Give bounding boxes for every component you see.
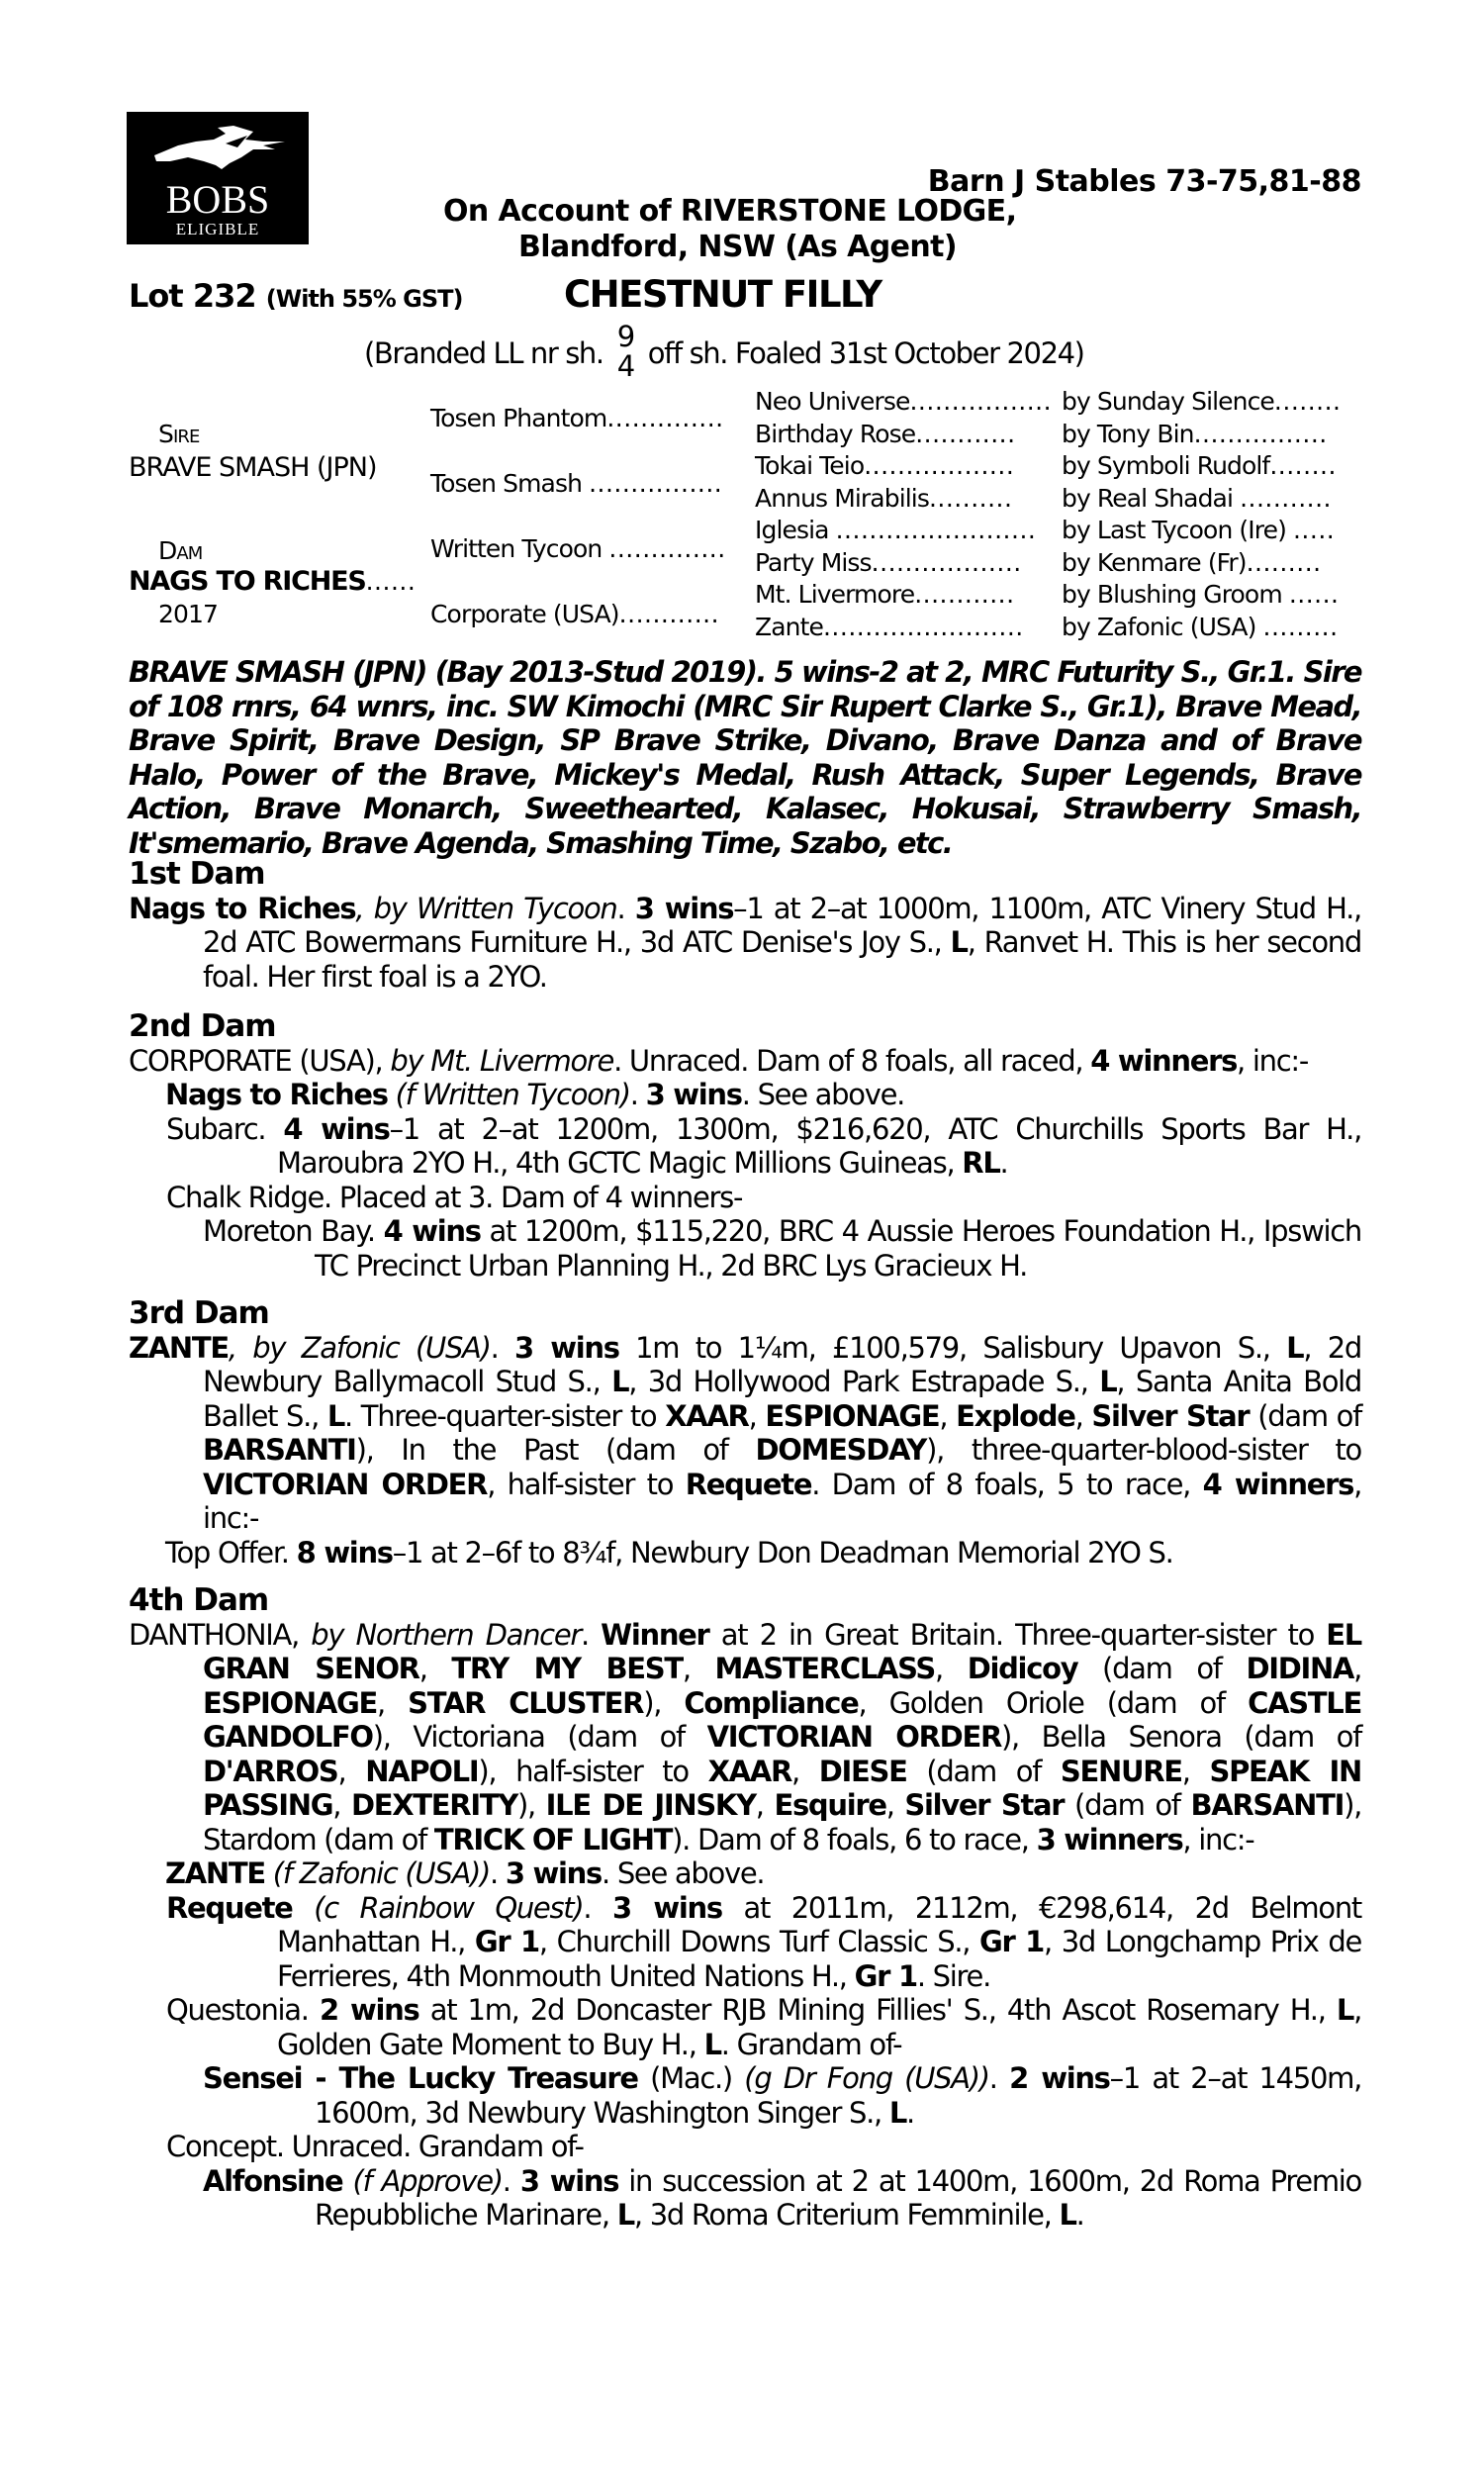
- pedigree-gen3-row: Zante........................: [755, 612, 1024, 641]
- horse-name: DANTHONIA,: [129, 1617, 312, 1652]
- pedigree-gen3-row: Tokai Teio..................: [755, 451, 1015, 480]
- sire-ref: by Northern Dancer: [311, 1617, 581, 1652]
- pedigree-gen2-1: Tosen Smash ................: [430, 469, 723, 498]
- dam2-entry: CORPORATE (USA), by Mt. Livermore. Unraced. Dam of 8 foals, all raced, 4 winners, inc:-: [129, 1043, 1308, 1078]
- vendor-location: Blandford, NSW (As Agent): [518, 230, 957, 264]
- gst-note: (With 55% GST): [265, 285, 463, 313]
- brand-num-top: 9: [616, 320, 634, 353]
- pedigree-gen2-2: Written Tycoon ..............: [430, 534, 726, 563]
- sire-ref: , by Zafonic (USA): [228, 1330, 491, 1365]
- horse-head-icon: [127, 112, 309, 244]
- pedigree-gen3: [755, 387, 1052, 644]
- section-heading: 1st Dam: [129, 856, 265, 892]
- foaled-text: off sh. Foaled 31st October 2024): [647, 336, 1084, 370]
- dam1-entry: Nags to Riches, by Written Tycoon. 3 wins–1 at 2–at 1000m, 1100m, ATC Vinery Stud H., 2d ATC Bowermans Furniture H., 3d ATC Denise's Joy S., L, Ranvet H. This is her second foal. Her first foal is a 2YO.: [129, 891, 1361, 994]
- produce-entry: ZANTE (f Zafonic (USA)). 3 wins. See above.: [165, 1856, 765, 1890]
- pedigree-gen4-row: by Real Shadai ...........: [1062, 483, 1332, 513]
- sire-ref: by Mt. Livermore: [390, 1043, 614, 1078]
- pedigree-gen4-row: by Sunday Silence........: [1062, 387, 1342, 416]
- logo-text-eligible: ELIGIBLE: [175, 220, 260, 238]
- lot-label: Lot 232: [129, 277, 256, 315]
- pedigree-gen3-row: Birthday Rose............: [755, 419, 1016, 448]
- produce-entry: Alfonsine (f Approve). 3 wins in succession at 2 at 1400m, 1600m, 2d Roma Premio Repubbliche Marinare, L, 3d Roma Criterium Femminile, L.: [203, 2163, 1361, 2232]
- dam-year: 2017: [158, 600, 219, 628]
- dam4-entry: DANTHONIA, by Northern Dancer. Winner at 2 in Great Britain. Three-quarter-sister to EL GRAN SENOR, TRY MY BEST, MASTERCLASS, Didicoy (dam of DIDINA, ESPIONAGE, STAR CLUSTER), Compliance, Golden Oriole (dam of CASTLE GANDOLFO), Victoriana (dam of VICTORIAN ORDER), Bella Senora (dam of D'ARROS, NAPOLI), half-sister to XAAR, DIESE (dam of SENURE, SPEAK IN PASSING, DEXTERITY), ILE DE JINSKY, Esquire, Silver Star (dam of BARSANTI), Stardom (dam of TRICK OF LIGHT). Dam of 8 foals, 6 to race, 3 winners, inc:-: [129, 1617, 1362, 1856]
- pedigree-gen4-row: by Tony Bin................: [1062, 419, 1328, 448]
- logo-text-bobs: BOBS: [165, 177, 270, 222]
- pedigree-gen4-row: by Kenmare (Fr).........: [1062, 547, 1322, 577]
- brand-foaled-line: [364, 320, 1084, 385]
- horse-name: ZANTE: [129, 1330, 229, 1365]
- pedigree-gen4-row: by Last Tycoon (Ire) .....: [1062, 516, 1336, 544]
- sire-label: Sire: [158, 420, 200, 448]
- pedigree-gen3-row: Neo Universe.................: [755, 387, 1053, 416]
- sire-summary: BRAVE SMASH (JPN) (Bay 2013-Stud 2019). 5 wins-2 at 2, MRC Futurity S., Gr.1. Sire of 108 rnrs, 64 wnrs, inc. SW Kimochi (MRC Sir Rupert Clarke S., Gr.1), Brave Mead, Brave Spirit, Brave Design, SP Brave Strike, Divano, Brave Danza and of Brave Halo, Power of the Brave, Mickey's Medal, Rush Attack, Super Legends, Brave Action, Brave Monarch, Sweethearted, Kalasec, Hokusai, Strawberry Smash, It'smemario, Brave Agenda, Smashing Time, Szabo, etc.: [129, 655, 1361, 860]
- family-section: [129, 857, 1361, 2233]
- produce-entry: Top Offer. 8 wins–1 at 2–6f to 8¾f, Newbury Don Deadman Memorial 2YO S.: [165, 1535, 1173, 1570]
- pedigree-gen4: [1062, 387, 1342, 644]
- pedigree-gen4-row: by Zafonic (USA) .........: [1062, 612, 1339, 641]
- lot-title: CHESTNUT FILLY: [564, 273, 881, 316]
- brand-number: [617, 322, 634, 381]
- brand-text: (Branded LL nr sh.: [364, 336, 603, 370]
- dam3-entry: ZANTE, by Zafonic (USA). 3 wins 1m to 1¼m, £100,579, Salisbury Upavon S., L, 2d Newbury Ballymacoll Stud S., L, 3d Hollywood Park Estrapade S., L, Santa Anita Bold Ballet S., L. Three-quarter-sister to XAAR, ESPIONAGE, Explode, Silver Star (dam of BARSANTI), In the Past (dam of DOMESDAY), three-quarter-blood-sister to VICTORIAN ORDER, half-sister to Requete. Dam of 8 foals, 5 to race, 4 winners, inc:-: [129, 1330, 1362, 1535]
- section-heading: 4th Dam: [129, 1582, 269, 1618]
- dam-name: NAGS TO RICHES......: [129, 566, 417, 597]
- horse-name: CORPORATE (USA),: [129, 1043, 391, 1078]
- pedigree-gen3-row: Annus Mirabilis..........: [755, 483, 1013, 513]
- pedigree-gen2-3: Corporate (USA)............: [430, 600, 720, 628]
- pedigree-gen3-row: Mt. Livermore............: [755, 580, 1015, 609]
- pedigree-gen3-row: Iglesia ........................: [755, 516, 1037, 544]
- lot-number: [129, 277, 462, 315]
- produce-entry: Sensei - The Lucky Treasure (Mac.) (g Dr Fong (USA)). 2 wins–1 at 2–at 1450m, 1600m, 3d Newbury Washington Singer S., L.: [203, 2061, 1361, 2130]
- section-heading: 2nd Dam: [129, 1008, 276, 1044]
- produce-entry: Concept. Unraced. Grandam of-: [166, 2130, 584, 2163]
- sire-name: BRAVE SMASH (JPN): [129, 452, 377, 483]
- produce-entry: Requete (c Rainbow Quest). 3 wins at 2011m, 2112m, €298,614, 2d Belmont Manhattan H., Gr 1, Churchill Downs Turf Classic S., Gr 1, 3d Longchamp Prix de Ferrieres, 4th Monmouth United Nations H., Gr 1. Sire.: [166, 1890, 1362, 1993]
- horse-name: Nags to Riches: [129, 891, 356, 925]
- pedigree-gen4-row: by Blushing Groom ......: [1062, 580, 1340, 609]
- sire-ref: , by Written Tycoon: [355, 891, 617, 925]
- produce-entry: Questonia. 2 wins at 1m, 2d Doncaster RJB Mining Fillies' S., 4th Ascot Rosemary H., L, Golden Gate Moment to Buy H., L. Grandam of-: [166, 1993, 1361, 2061]
- pedigree-gen3-row: Party Miss..................: [755, 547, 1022, 577]
- produce-entry: Nags to Riches (f Written Tycoon). 3 wins. See above.: [165, 1078, 905, 1111]
- brand-num-bottom: 4: [616, 349, 634, 383]
- bobs-eligible-logo: [127, 112, 309, 244]
- pedigree-gen4-row: by Symboli Rudolf........: [1062, 451, 1337, 480]
- vendor-account: On Account of RIVERSTONE LODGE,: [443, 194, 1017, 229]
- produce-entry: Chalk Ridge. Placed at 3. Dam of 4 winners-: [166, 1180, 743, 1214]
- produce-entry: Subarc. 4 wins–1 at 2–at 1200m, 1300m, $216,620, ATC Churchills Sports Bar H., Maroubra 2YO H., 4th GCTC Magic Millions Guineas, RL.: [166, 1111, 1361, 1180]
- pedigree-gen2-0: Tosen Phantom..............: [430, 404, 724, 432]
- produce-entry: Moreton Bay. 4 wins at 1200m, $115,220, BRC 4 Aussie Heroes Foundation H., Ipswich TC Precinct Urban Planning H., 2d BRC Lys Gracieux H.: [203, 1214, 1361, 1283]
- section-heading: 3rd Dam: [129, 1295, 269, 1331]
- dam-label: Dam: [158, 536, 203, 565]
- barn-stables: Barn J Stables 73-75,81-88: [927, 164, 1361, 199]
